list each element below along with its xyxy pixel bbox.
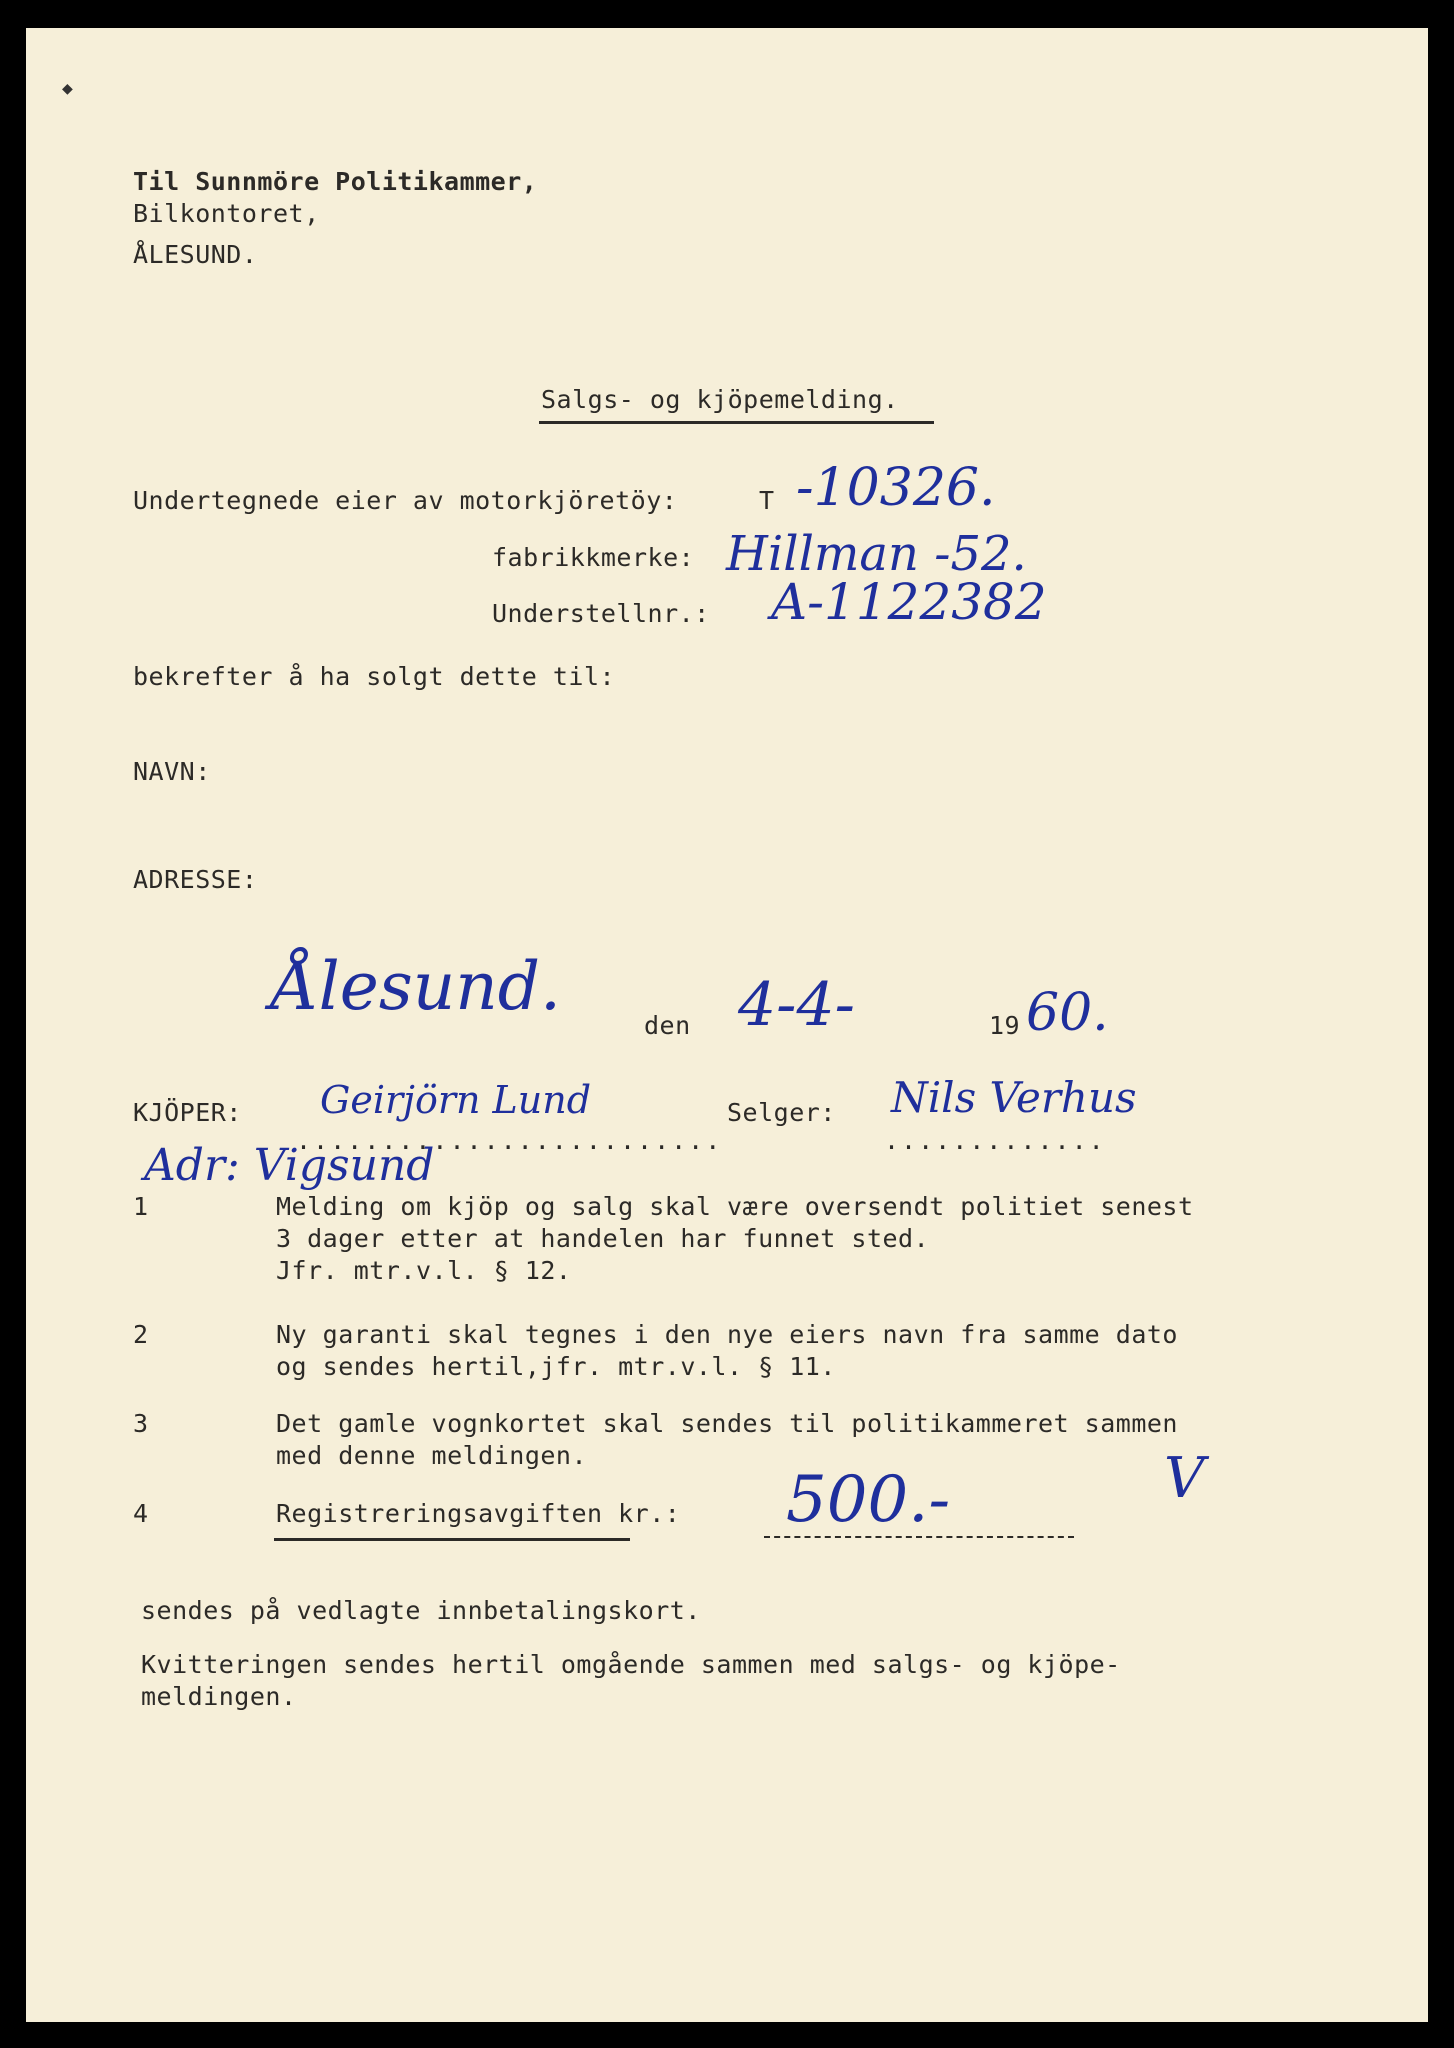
confirm-text: bekrefter å ha solgt dette til: xyxy=(133,662,616,691)
recipient-line-1: Til Sunnmöre Politikammer, xyxy=(133,167,538,196)
fee-label-underline xyxy=(274,1538,630,1541)
note-1-line-1: Melding om kjöp og salg skal være oversendt politiet senest xyxy=(276,1192,1194,1221)
fee-dashed-line xyxy=(764,1536,1074,1538)
place-signature: Ålesund. xyxy=(271,948,561,1025)
seller-label: Selger: xyxy=(727,1098,836,1127)
footer-line-2: Kvitteringen sendes hertil omgående sammen med salgs- og kjöpe- xyxy=(141,1650,1121,1679)
note-3-line-2: med denne meldingen. xyxy=(276,1441,588,1470)
seller-dotted-line: ............. xyxy=(884,1126,1106,1155)
buyer-name: Geirjörn Lund xyxy=(320,1078,592,1122)
chassis-label: Understellnr.: xyxy=(492,599,710,628)
note-1-line-2: 3 dager etter at handelen har funnet sted. xyxy=(276,1224,930,1253)
note-2-number: 2 xyxy=(133,1320,149,1349)
note-2-line-2: og sendes hertil,jfr. mtr.v.l. § 11. xyxy=(276,1352,836,1381)
recipient-line-2: Bilkontoret, xyxy=(133,199,320,228)
date-value: 4-4- xyxy=(738,970,855,1040)
check-mark: V xyxy=(1164,1446,1205,1511)
make-value: Hillman -52. xyxy=(726,526,1027,582)
corner-mark: ◆ xyxy=(62,78,73,99)
note-4-number: 4 xyxy=(133,1499,149,1528)
note-2-line-1: Ny garanti skal tegnes i den nye eiers navn fra samme dato xyxy=(276,1320,1178,1349)
address-label: ADRESSE: xyxy=(133,865,258,894)
year-prefix: 19 xyxy=(989,1011,1021,1040)
document-title: Salgs- og kjöpemelding. xyxy=(541,385,899,414)
year-suffix: 60. xyxy=(1026,983,1109,1043)
title-underline xyxy=(539,421,934,424)
chassis-number: A-1122382 xyxy=(771,573,1047,631)
name-label: NAVN: xyxy=(133,757,211,786)
registration-number: -10326. xyxy=(796,458,996,518)
buyer-label: KJÖPER: xyxy=(133,1098,242,1127)
footer-line-3: meldingen. xyxy=(141,1682,297,1711)
registration-prefix: T xyxy=(759,486,775,515)
buyer-address: Adr: Vigsund xyxy=(144,1140,435,1191)
note-3-line-1: Det gamle vognkortet skal sendes til politikammeret sammen xyxy=(276,1409,1178,1438)
footer-line-1: sendes på vedlagte innbetalingskort. xyxy=(141,1596,701,1625)
note-1-line-3: Jfr. mtr.v.l. § 12. xyxy=(276,1256,572,1285)
note-1-number: 1 xyxy=(133,1192,149,1221)
owner-label: Undertegnede eier av motorkjöretöy: xyxy=(133,486,678,515)
recipient-line-3: ÅLESUND. xyxy=(133,240,258,269)
seller-name: Nils Verhus xyxy=(891,1073,1137,1122)
note-3-number: 3 xyxy=(133,1409,149,1438)
buyer-dotted-line: ......................... xyxy=(296,1126,723,1155)
fee-value: 500.- xyxy=(786,1463,951,1537)
make-label: fabrikkmerke: xyxy=(492,543,695,572)
document-page xyxy=(26,28,1428,2022)
date-label: den xyxy=(644,1011,691,1040)
note-4-line-1: Registreringsavgiften kr.: xyxy=(276,1499,681,1528)
